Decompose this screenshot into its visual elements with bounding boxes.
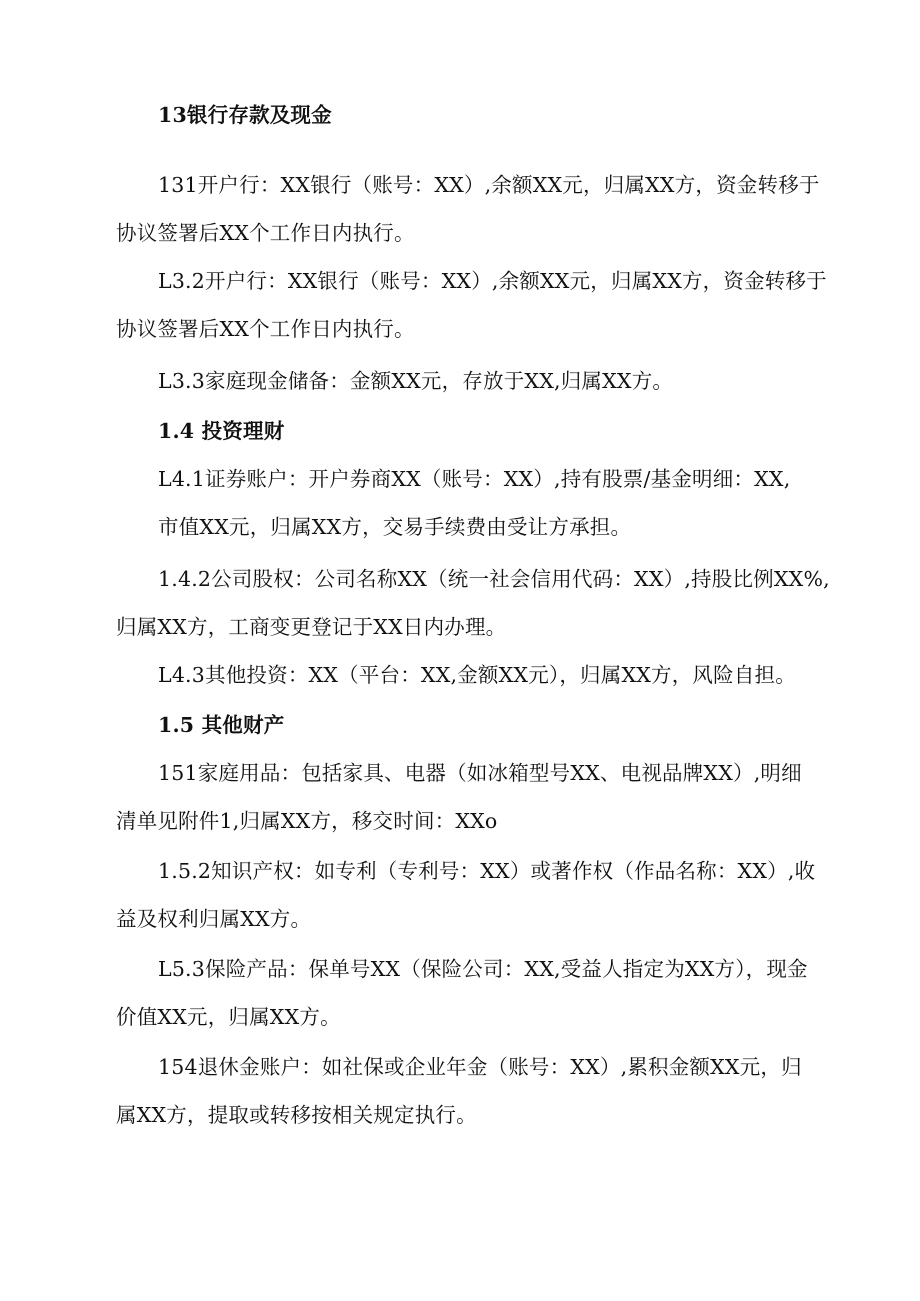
paragraph-1-5-1-line-1: 151家庭用品：包括家具、电器（如冰箱型号XX、电视品牌XX）,明细 [158,761,802,785]
paragraph-1-3-3: L3.3家庭现金储备：金额XX元，存放于XX,归属XX方。 [158,369,674,393]
section-heading-investments: 1.4 投资理财 [158,419,285,443]
section-heading-other-assets: 1.5 其他财产 [158,713,285,737]
paragraph-1-5-4-line-1: 154退休金账户：如社保或企业年金（账号：XX）,累积金额XX元，归 [158,1055,802,1079]
paragraph-1-5-3-line-2: 价值XX元，归属XX方。 [116,1005,341,1029]
paragraph-1-5-1-line-2: 清单见附件1,归属XX方，移交时间：XXo [116,809,498,833]
paragraph-1-3-1-line-1: 131开户行：XX银行（账号：XX）,余额XX元，归属XX方，资金转移于 [158,173,820,197]
paragraph-1-4-2-line-2: 归属XX方，工商变更登记于XX日内办理。 [116,615,507,639]
paragraph-1-5-2-line-1: 1.5.2知识产权：如专利（专利号：XX）或著作权（作品名称：XX）,收 [158,859,816,883]
paragraph-1-3-2-line-1: L3.2开户行：XX银行（账号：XX）,余额XX元，归属XX方，资金转移于 [158,269,827,293]
section-heading-bank-deposits: 13银行存款及现金 [158,103,332,127]
paragraph-1-4-1-line-2: 市值XX元，归属XX方，交易手续费由受让方承担。 [158,515,632,539]
paragraph-1-3-2-line-2: 协议签署后XX个工作日内执行。 [116,317,415,341]
paragraph-1-5-4-line-2: 属XX方，提取或转移按相关规定执行。 [116,1103,477,1127]
paragraph-1-4-3: L4.3其他投资：XX（平台：XX,金额XX元），归属XX方，风险自担。 [158,663,796,687]
paragraph-1-5-2-line-2: 益及权利归属XX方。 [116,907,312,931]
paragraph-1-4-1-line-1: L4.1证券账户：开户券商XX（账号：XX）,持有股票/基金明细：XX, [158,467,791,491]
paragraph-1-5-3-line-1: L5.3保险产品：保单号XX（保险公司：XX,受益人指定为XX方），现金 [158,957,808,981]
paragraph-1-3-1-line-2: 协议签署后XX个工作日内执行。 [116,221,415,245]
paragraph-1-4-2-line-1: 1.4.2公司股权：公司名称XX（统一社会信用代码：XX）,持股比例XX%, [158,567,830,591]
